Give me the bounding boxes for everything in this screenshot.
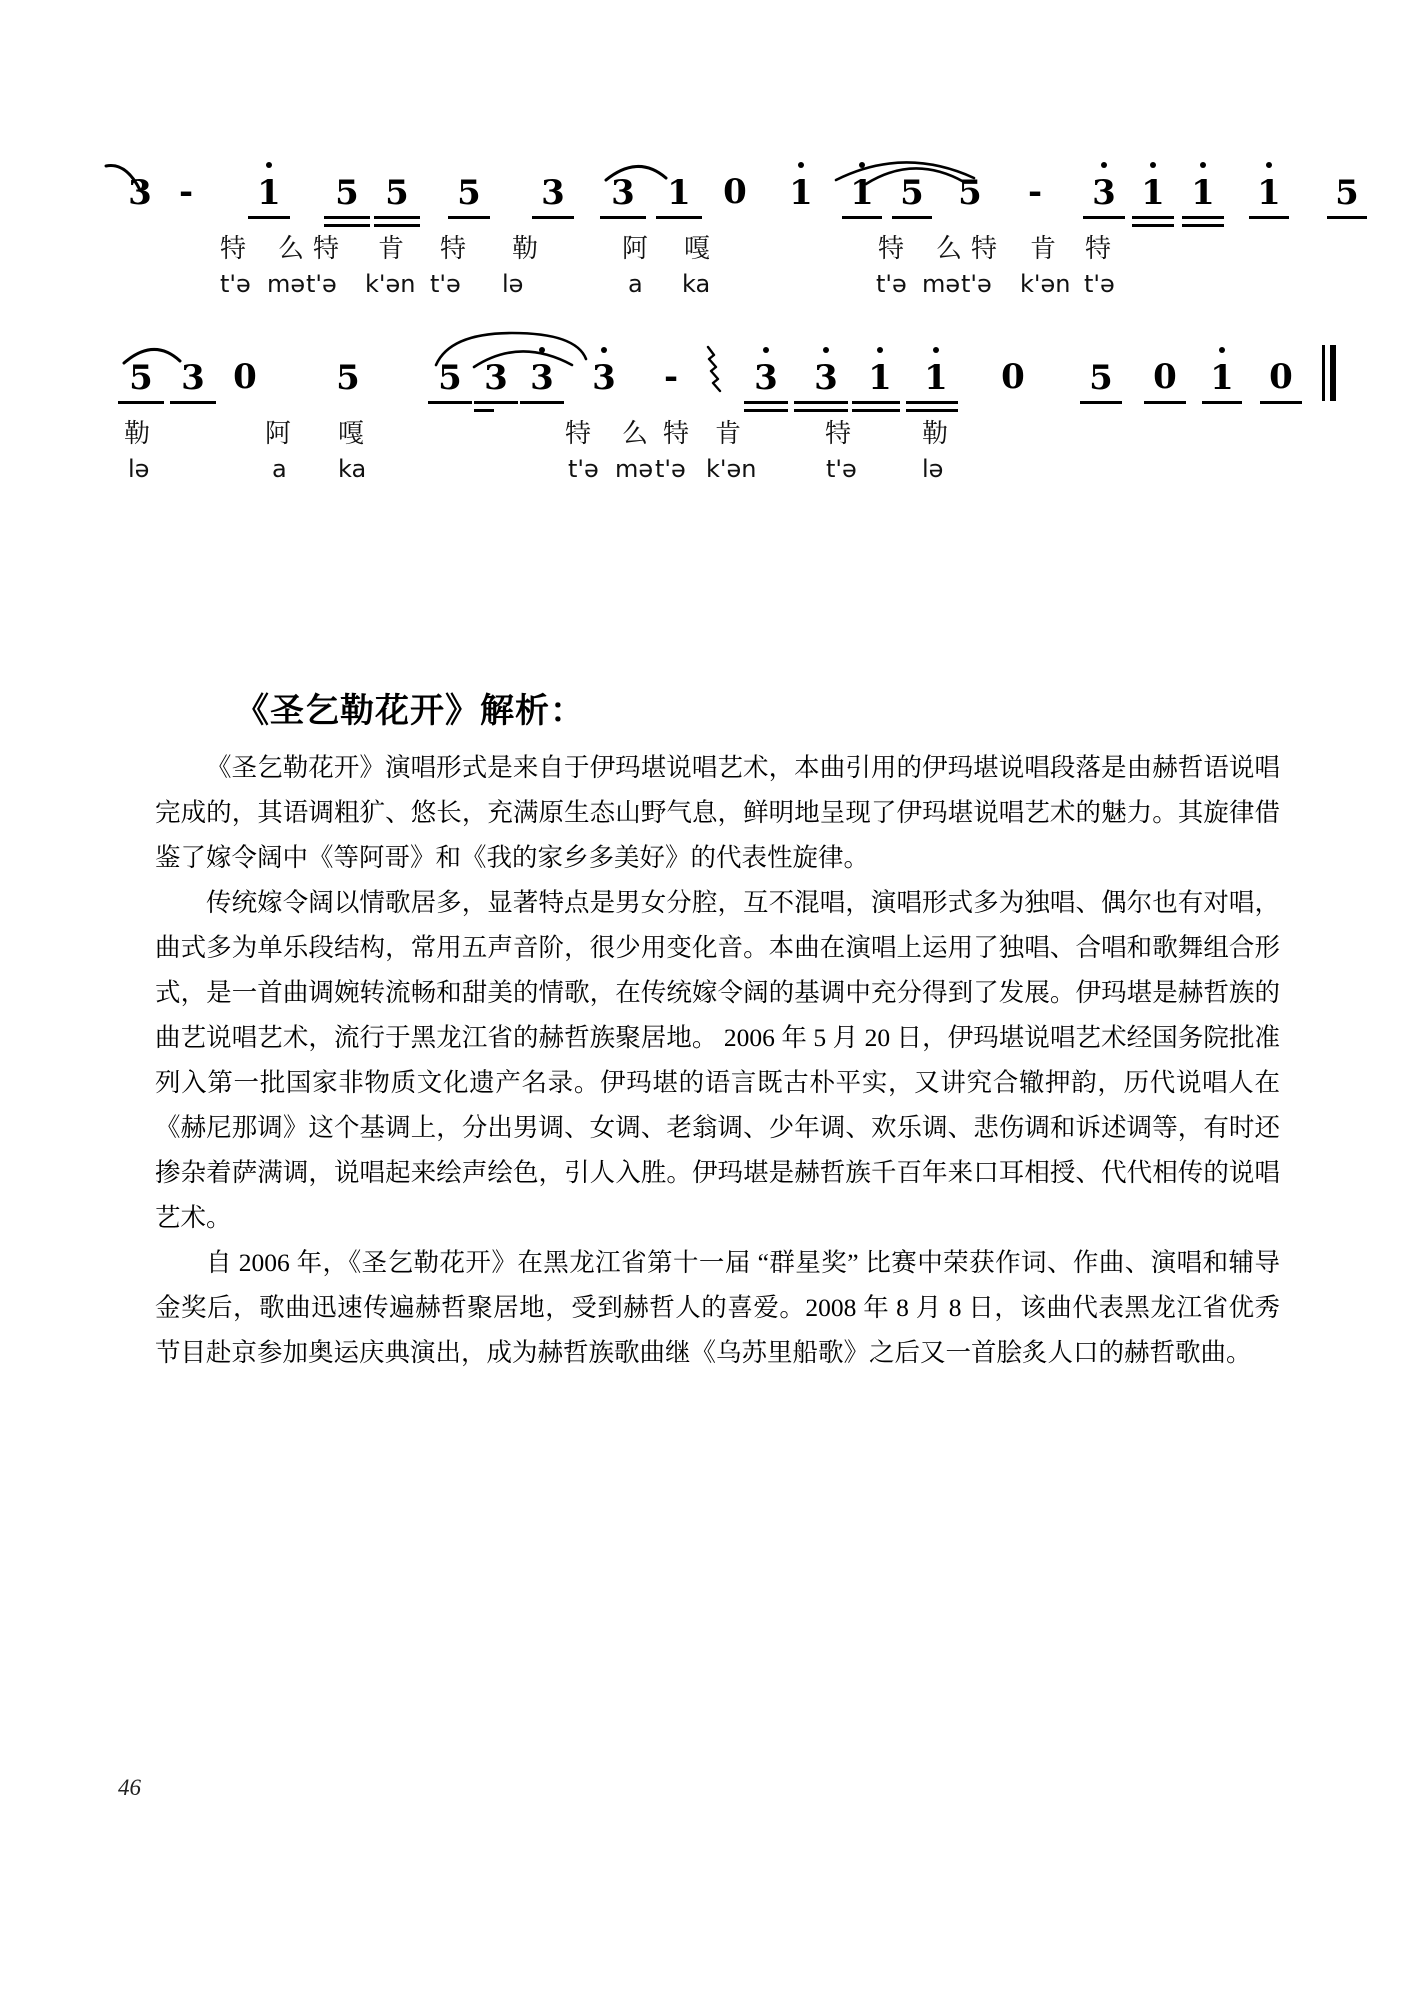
paragraph-2: 传统嫁令阔以情歌居多，显著特点是男女分腔，互不混唱，演唱形式多为独唱、偶尔也有对唱，曲式多为单乐段结构，常用五声音阶，很少用变化音。本曲在演唱上运用了独唱、合唱和歌舞组合形式，是一首曲调婉转流畅和甜美的情歌，在传统嫁令阔的基调中充分得到了发展。伊玛堪是赫哲族的曲艺说唱艺术，流行于黑龙江省的赫哲族聚居地。 2006 年 5 月 20 日，伊玛堪说唱艺术经国务院批准列入第一批国家非物质文化遗产名录。伊玛堪的语言既古朴平实，又讲究合辙押韵，历代说唱人在《赫尼那调》这个基调上，分出男调、女调、老翁调、少年调、欢乐调、悲伤调和诉述调等，有时还掺杂着萨满调，说唱起来绘声绘色，引人入胜。伊玛堪是赫哲族千百年来口耳相授、代代相传的说唱艺术。 (155, 888, 1280, 1232)
lyric-char: 勒 (922, 419, 949, 449)
lyric-ipa: t'ə (826, 455, 857, 483)
note (252, 173, 286, 213)
note (866, 358, 894, 398)
note (480, 358, 512, 398)
note-dash: - (663, 357, 679, 397)
beam-icon (744, 409, 788, 412)
beam-icon (118, 401, 164, 404)
measure-pickup (120, 172, 212, 212)
measure-9 (750, 357, 1028, 397)
measure-3 (786, 173, 928, 213)
lyric-ipa: k'ən (365, 270, 416, 298)
note-number: 1 (1208, 361, 1236, 395)
note-number: 3 (588, 361, 620, 395)
note (750, 358, 782, 398)
lyric-char: 特 (220, 234, 247, 264)
note-dash: - (1027, 172, 1043, 212)
note-number: 1 (846, 176, 878, 210)
beam-icon (1202, 401, 1242, 404)
lyric-ipa: lə (922, 455, 944, 483)
note-number: 5 (335, 173, 359, 213)
lyric-ipa: ka (338, 455, 367, 483)
note (922, 358, 950, 398)
final-barline (1322, 345, 1336, 401)
measure-8 (588, 341, 730, 397)
lyric-ipa: t'ə (1084, 270, 1115, 298)
lyric-ipa: lə (128, 455, 150, 483)
beam-icon (374, 216, 420, 219)
note-number: 1 (1138, 176, 1168, 210)
note-number: 1 (667, 173, 691, 213)
note-number: 5 (1335, 173, 1359, 213)
beam-icon (1182, 216, 1224, 219)
beam-icon (656, 216, 702, 219)
beam-icon (428, 401, 472, 404)
note (526, 358, 558, 398)
lyric-ipa: t'ə (961, 270, 992, 298)
note (1208, 358, 1236, 398)
beam-icon (794, 409, 848, 412)
lyric-ipa: ka (682, 270, 711, 298)
lyric-ipa: k'ən (1020, 270, 1071, 298)
notation-row-2 (110, 325, 1320, 397)
note-number: 5 (457, 173, 481, 213)
note-number: 5 (900, 173, 924, 213)
note (434, 358, 466, 398)
note (124, 358, 158, 398)
lyric-char: 特 (313, 234, 340, 264)
beam-icon (600, 216, 646, 219)
measure-4 (954, 172, 1052, 212)
music-notation (110, 140, 1359, 483)
lyric-ipa: t'ə (220, 270, 251, 298)
rest-note: 0 (723, 172, 747, 212)
note (1138, 173, 1168, 213)
lyric-ipa: a (272, 455, 287, 483)
lyric-ipa: mə (267, 270, 306, 298)
page-number: 46 (118, 1775, 141, 1800)
beam-icon (852, 409, 900, 412)
rest-note: 0 (1001, 357, 1025, 397)
measure-2 (606, 172, 752, 212)
lyric-char: 嘎 (684, 234, 711, 264)
beam-icon (1182, 224, 1224, 227)
note (332, 358, 364, 398)
note (330, 173, 364, 213)
lyric-char: 肯 (715, 419, 742, 449)
lyrics-chinese-row-1 (110, 228, 1320, 268)
lyric-char: 么 (936, 234, 963, 264)
beam-icon (794, 401, 848, 404)
lyric-char: 阿 (265, 419, 292, 449)
note-number: 5 (438, 358, 462, 398)
beam-icon (1327, 216, 1367, 219)
beam-icon (1132, 216, 1174, 219)
beam-icon (532, 216, 574, 219)
note-number: 3 (1088, 176, 1120, 210)
beam-icon (1132, 224, 1174, 227)
beam-icon (474, 401, 518, 404)
lyric-ipa: k'ən (706, 455, 757, 483)
rest-note: 0 (1266, 357, 1296, 397)
body-text (155, 745, 1280, 1375)
note-number: 5 (129, 358, 153, 398)
note-number: 3 (128, 173, 152, 213)
lyric-ipa: mə (615, 455, 654, 483)
note-number: 5 (1089, 358, 1113, 398)
rest-note: 0 (233, 357, 257, 397)
beam-icon (1260, 401, 1302, 404)
measure-10 (1086, 357, 1296, 397)
beam-icon (324, 216, 370, 219)
paragraph-3: 自 2006 年，《圣乞勒花开》在黑龙江省第十一届 “群星奖” 比赛中荣获作词、作曲、演唱和辅导金奖后，歌曲迅速传遍赫哲聚居地，受到赫哲人的喜爱。2008 年 8 月 8 日，该曲代表黑龙江省优秀节目赴京参加奥运庆典演出，成为赫哲族歌曲继《乌苏里船歌》之后又一首脍炙人口的赫哲歌曲。 (155, 1248, 1280, 1367)
beam-icon (1080, 401, 1122, 404)
rest-note: 0 (1150, 357, 1180, 397)
note-number: 3 (484, 358, 508, 398)
beam-icon (842, 216, 882, 219)
note-number: 1 (1254, 176, 1284, 210)
note (536, 173, 570, 213)
lyric-char: 特 (663, 419, 690, 449)
lyric-char: 嘎 (338, 419, 365, 449)
note-dash: - (178, 172, 194, 212)
lyric-ipa: mə (922, 270, 961, 298)
lyric-ipa: t'ə (430, 270, 461, 298)
beam-icon (906, 401, 958, 404)
lyric-char: 勒 (512, 234, 539, 264)
lyric-char: 特 (878, 234, 905, 264)
note-number: 1 (786, 176, 816, 210)
lyric-char: 特 (440, 234, 467, 264)
lyrics-ipa-row-1 (110, 270, 1320, 308)
note (786, 173, 816, 213)
note (954, 173, 986, 213)
beam-icon (520, 401, 564, 404)
beam-icon (1249, 216, 1289, 219)
note-number: 5 (336, 358, 360, 398)
note-number: 3 (541, 173, 565, 213)
note-number: 1 (922, 361, 950, 395)
beam-icon (1144, 401, 1186, 404)
paragraph-1: 《圣乞勒花开》演唱形式是来自于伊玛堪说唱艺术，本曲引用的伊玛堪说唱段落是由赫哲语说唱完成的，其语调粗犷、悠长，充满原生态山野气息，鲜明地呈现了伊玛堪说唱艺术的魅力。其旋律借鉴了嫁令阔中《等阿哥》和《我的家乡多美好》的代表性旋律。 (155, 753, 1280, 872)
staff-line-1 (110, 140, 1359, 298)
note-number: 1 (252, 176, 286, 210)
beam-icon (892, 216, 932, 219)
lyric-char: 阿 (622, 234, 649, 264)
beam-icon (852, 401, 900, 404)
lyric-ipa: t'ə (876, 270, 907, 298)
staff-line-2 (110, 325, 1320, 483)
note-number: 5 (385, 173, 409, 213)
note-number: 3 (810, 361, 842, 395)
lyric-char: 么 (622, 419, 649, 449)
lyric-char: 特 (825, 419, 852, 449)
measure-1 (252, 173, 570, 213)
lyric-char: 特 (565, 419, 592, 449)
note-number: 1 (866, 361, 894, 395)
section-heading: 《圣乞勒花开》解析： (235, 693, 585, 731)
note (1086, 358, 1116, 398)
beam-icon (906, 409, 958, 412)
beam-icon (474, 409, 494, 412)
lyric-ipa: a (628, 270, 643, 298)
lyric-ipa: t'ə (568, 455, 599, 483)
note-number: 3 (181, 358, 205, 398)
note-number: 3 (750, 361, 782, 395)
lyric-char: 特 (1085, 234, 1112, 264)
lyrics-chinese-row-2 (110, 413, 1320, 453)
note-number: 5 (958, 173, 982, 213)
notation-row-1 (110, 140, 1359, 213)
note-number: 3 (526, 361, 558, 395)
beam-icon (448, 216, 490, 219)
measure-7 (332, 358, 558, 398)
note (452, 173, 486, 213)
lyric-char: 么 (278, 234, 305, 264)
note (846, 173, 878, 213)
note-number: 1 (1188, 176, 1218, 210)
beam-icon (374, 224, 420, 227)
lyrics-ipa-row-2 (110, 455, 1320, 493)
note (662, 173, 696, 213)
note-number: 3 (611, 173, 635, 213)
note (588, 358, 620, 398)
lyric-ipa: t'ə (655, 455, 686, 483)
lyric-char: 肯 (1030, 234, 1057, 264)
beam-icon (324, 224, 370, 227)
note (1332, 173, 1362, 213)
measure-5 (1088, 173, 1362, 213)
beam-icon (1083, 216, 1125, 219)
note (606, 173, 640, 213)
note (176, 358, 210, 398)
lyric-char: 肯 (378, 234, 405, 264)
beam-icon (744, 401, 788, 404)
note (1088, 173, 1120, 213)
beam-icon (170, 401, 216, 404)
note (896, 173, 928, 213)
note (120, 173, 160, 213)
note (810, 358, 842, 398)
lyric-ipa: t'ə (306, 270, 337, 298)
measure-6 (124, 357, 262, 397)
beam-icon (248, 216, 290, 219)
note (1254, 173, 1284, 213)
note (1188, 173, 1218, 213)
lyric-char: 勒 (124, 419, 151, 449)
lyric-ipa: lə (502, 270, 524, 298)
lyric-char: 特 (971, 234, 998, 264)
note (380, 173, 414, 213)
breath-mark-icon (704, 341, 730, 397)
